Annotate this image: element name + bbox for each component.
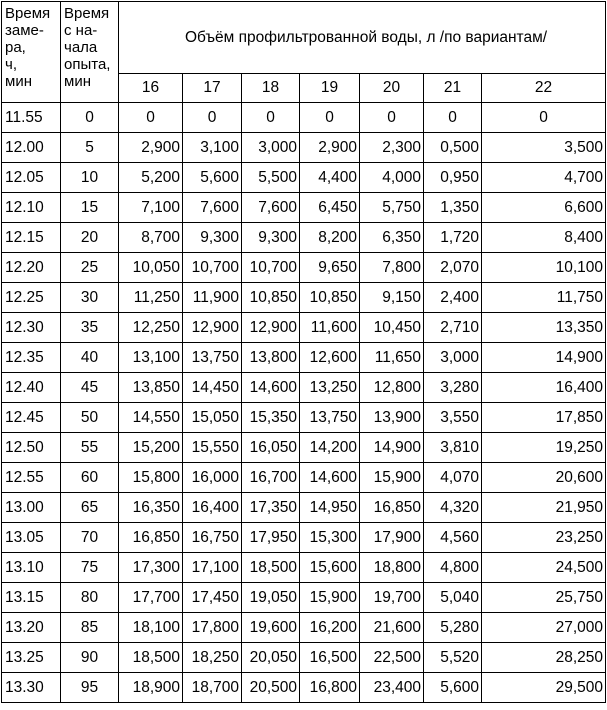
volume-cell: 16,800 — [300, 673, 360, 703]
time-cell: 13.05 — [2, 523, 61, 553]
volume-cell: 7,600 — [242, 193, 300, 223]
table-row — [2, 493, 606, 523]
elapsed-minute-cell: 10 — [61, 163, 119, 193]
time-cell: 12.50 — [2, 433, 61, 463]
volume-cell: 2,400 — [424, 283, 482, 313]
volume-cell: 16,000 — [183, 463, 242, 493]
volume-cell: 2,900 — [119, 133, 183, 163]
time-cell: 11.55 — [2, 103, 61, 133]
volume-cell: 3,550 — [424, 403, 482, 433]
table-row — [2, 643, 606, 673]
volume-cell: 16,350 — [119, 493, 183, 523]
volume-cell: 19,700 — [360, 583, 424, 613]
volume-cell: 16,850 — [360, 493, 424, 523]
volume-cell: 2,300 — [360, 133, 424, 163]
volume-cell: 13,250 — [300, 373, 360, 403]
volume-cell: 12,800 — [360, 373, 424, 403]
table-row — [2, 283, 606, 313]
volume-cell: 19,250 — [482, 433, 606, 463]
table-row — [2, 193, 606, 223]
header-volume-title: Объём профильтрованной воды, л /по вариантам/ — [119, 2, 606, 74]
time-cell: 13.10 — [2, 553, 61, 583]
volume-cell: 15,200 — [119, 433, 183, 463]
volume-cell: 5,600 — [424, 673, 482, 703]
volume-cell: 3,000 — [242, 133, 300, 163]
volume-cell: 14,550 — [119, 403, 183, 433]
elapsed-minute-cell: 95 — [61, 673, 119, 703]
header-time-of-measurement — [2, 2, 61, 103]
elapsed-minute-cell: 75 — [61, 553, 119, 583]
volume-cell: 18,700 — [183, 673, 242, 703]
elapsed-minute-cell: 20 — [61, 223, 119, 253]
elapsed-minute-cell: 50 — [61, 403, 119, 433]
volume-cell: 14,600 — [242, 373, 300, 403]
volume-cell: 14,900 — [360, 433, 424, 463]
volume-cell: 4,800 — [424, 553, 482, 583]
volume-cell: 18,100 — [119, 613, 183, 643]
volume-cell: 15,900 — [360, 463, 424, 493]
volume-cell: 15,800 — [119, 463, 183, 493]
volume-cell: 18,500 — [119, 643, 183, 673]
volume-cell: 18,250 — [183, 643, 242, 673]
volume-cell: 1,350 — [424, 193, 482, 223]
volume-cell: 16,850 — [119, 523, 183, 553]
volume-cell: 16,200 — [300, 613, 360, 643]
time-cell: 12.55 — [2, 463, 61, 493]
time-cell: 13.25 — [2, 643, 61, 673]
volume-cell: 25,750 — [482, 583, 606, 613]
volume-cell: 10,850 — [300, 283, 360, 313]
volume-cell: 14,950 — [300, 493, 360, 523]
time-cell: 12.00 — [2, 133, 61, 163]
volume-cell: 5,520 — [424, 643, 482, 673]
volume-cell: 24,500 — [482, 553, 606, 583]
volume-cell: 5,280 — [424, 613, 482, 643]
volume-cell: 21,600 — [360, 613, 424, 643]
volume-cell: 0 — [300, 103, 360, 133]
volume-cell: 11,900 — [183, 283, 242, 313]
volume-cell: 16,400 — [482, 373, 606, 403]
volume-cell: 0,950 — [424, 163, 482, 193]
volume-cell: 3,810 — [424, 433, 482, 463]
volume-cell: 11,650 — [360, 343, 424, 373]
volume-cell: 3,500 — [482, 133, 606, 163]
volume-cell: 4,070 — [424, 463, 482, 493]
table-row — [2, 163, 606, 193]
volume-cell: 15,350 — [242, 403, 300, 433]
volume-cell: 2,900 — [300, 133, 360, 163]
volume-cell: 6,350 — [360, 223, 424, 253]
volume-cell: 14,900 — [482, 343, 606, 373]
volume-cell: 5,200 — [119, 163, 183, 193]
volume-cell: 0 — [482, 103, 606, 133]
volume-cell: 10,700 — [183, 253, 242, 283]
volume-cell: 13,350 — [482, 313, 606, 343]
volume-cell: 3,280 — [424, 373, 482, 403]
volume-cell: 20,600 — [482, 463, 606, 493]
table-row — [2, 553, 606, 583]
elapsed-minute-cell: 15 — [61, 193, 119, 223]
volume-cell: 7,600 — [183, 193, 242, 223]
table-row — [2, 343, 606, 373]
elapsed-minute-cell: 70 — [61, 523, 119, 553]
time-cell: 12.20 — [2, 253, 61, 283]
table-body — [2, 2, 606, 703]
volume-cell: 17,700 — [119, 583, 183, 613]
volume-cell: 14,600 — [300, 463, 360, 493]
volume-cell: 4,000 — [360, 163, 424, 193]
header-elapsed-time — [61, 2, 119, 103]
time-cell: 13.30 — [2, 673, 61, 703]
volume-cell: 7,800 — [360, 253, 424, 283]
volume-cell: 17,450 — [183, 583, 242, 613]
volume-cell: 18,900 — [119, 673, 183, 703]
volume-cell: 3,100 — [183, 133, 242, 163]
volume-cell: 15,050 — [183, 403, 242, 433]
time-cell: 12.10 — [2, 193, 61, 223]
volume-cell: 28,250 — [482, 643, 606, 673]
volume-cell: 8,400 — [482, 223, 606, 253]
volume-cell: 11,250 — [119, 283, 183, 313]
volume-cell: 0 — [119, 103, 183, 133]
table-row — [2, 523, 606, 553]
time-cell: 13.15 — [2, 583, 61, 613]
variant-header: 22 — [482, 74, 606, 103]
variant-header: 20 — [360, 74, 424, 103]
volume-cell: 14,200 — [300, 433, 360, 463]
volume-cell: 6,450 — [300, 193, 360, 223]
volume-cell: 13,850 — [119, 373, 183, 403]
volume-cell: 15,600 — [300, 553, 360, 583]
elapsed-minute-cell: 25 — [61, 253, 119, 283]
filtration-volume-table — [1, 1, 606, 703]
volume-cell: 9,300 — [242, 223, 300, 253]
time-cell: 12.15 — [2, 223, 61, 253]
variant-header: 17 — [183, 74, 242, 103]
table-row — [2, 253, 606, 283]
volume-cell: 9,150 — [360, 283, 424, 313]
volume-cell: 5,750 — [360, 193, 424, 223]
volume-cell: 15,900 — [300, 583, 360, 613]
elapsed-minute-cell: 90 — [61, 643, 119, 673]
volume-cell: 9,300 — [183, 223, 242, 253]
volume-cell: 4,560 — [424, 523, 482, 553]
table-row — [2, 103, 606, 133]
header-row-main — [2, 2, 606, 74]
volume-cell: 10,050 — [119, 253, 183, 283]
volume-cell: 23,250 — [482, 523, 606, 553]
volume-cell: 0 — [360, 103, 424, 133]
elapsed-minute-cell: 35 — [61, 313, 119, 343]
volume-cell: 15,550 — [183, 433, 242, 463]
table-row — [2, 403, 606, 433]
variant-header: 19 — [300, 74, 360, 103]
volume-cell: 12,900 — [242, 313, 300, 343]
volume-cell: 17,350 — [242, 493, 300, 523]
table-row — [2, 583, 606, 613]
elapsed-minute-cell: 85 — [61, 613, 119, 643]
volume-cell: 1,720 — [424, 223, 482, 253]
volume-cell: 2,710 — [424, 313, 482, 343]
volume-cell: 18,800 — [360, 553, 424, 583]
volume-cell: 8,200 — [300, 223, 360, 253]
header-elapsed-line: Время — [64, 5, 110, 22]
elapsed-minute-cell: 30 — [61, 283, 119, 313]
header-elapsed-line: мин — [64, 73, 91, 90]
volume-cell: 0 — [242, 103, 300, 133]
volume-cell: 4,700 — [482, 163, 606, 193]
volume-cell: 22,500 — [360, 643, 424, 673]
volume-cell: 19,050 — [242, 583, 300, 613]
volume-cell: 4,320 — [424, 493, 482, 523]
elapsed-minute-cell: 5 — [61, 133, 119, 163]
volume-cell: 9,650 — [300, 253, 360, 283]
elapsed-minute-cell: 45 — [61, 373, 119, 403]
header-time-line: ра, — [5, 39, 26, 56]
time-cell: 12.35 — [2, 343, 61, 373]
table-row — [2, 313, 606, 343]
volume-cell: 16,400 — [183, 493, 242, 523]
volume-cell: 10,100 — [482, 253, 606, 283]
table-row — [2, 463, 606, 493]
table-row — [2, 613, 606, 643]
header-elapsed-line: чала — [64, 39, 98, 56]
volume-cell: 13,100 — [119, 343, 183, 373]
elapsed-minute-cell: 65 — [61, 493, 119, 523]
volume-cell: 17,300 — [119, 553, 183, 583]
volume-cell: 16,500 — [300, 643, 360, 673]
elapsed-minute-cell: 55 — [61, 433, 119, 463]
header-elapsed-line: опыта, — [64, 56, 111, 73]
header-time-line: мин — [5, 73, 32, 90]
volume-cell: 5,500 — [242, 163, 300, 193]
elapsed-minute-cell: 80 — [61, 583, 119, 613]
volume-cell: 4,400 — [300, 163, 360, 193]
time-cell: 12.25 — [2, 283, 61, 313]
header-elapsed-line: с на- — [64, 22, 98, 39]
volume-cell: 21,950 — [482, 493, 606, 523]
time-cell: 13.20 — [2, 613, 61, 643]
volume-cell: 17,800 — [183, 613, 242, 643]
elapsed-minute-cell: 0 — [61, 103, 119, 133]
header-time-line: Время — [5, 5, 51, 22]
volume-cell: 13,750 — [183, 343, 242, 373]
time-cell: 12.40 — [2, 373, 61, 403]
volume-cell: 12,600 — [300, 343, 360, 373]
volume-cell: 13,750 — [300, 403, 360, 433]
volume-cell: 12,900 — [183, 313, 242, 343]
volume-cell: 17,900 — [360, 523, 424, 553]
table-row — [2, 433, 606, 463]
volume-cell: 2,070 — [424, 253, 482, 283]
elapsed-minute-cell: 40 — [61, 343, 119, 373]
time-cell: 12.05 — [2, 163, 61, 193]
volume-cell: 27,000 — [482, 613, 606, 643]
volume-cell: 17,950 — [242, 523, 300, 553]
volume-cell: 13,900 — [360, 403, 424, 433]
volume-cell: 29,500 — [482, 673, 606, 703]
volume-cell: 16,700 — [242, 463, 300, 493]
volume-cell: 11,600 — [300, 313, 360, 343]
variant-header: 18 — [242, 74, 300, 103]
volume-cell: 15,300 — [300, 523, 360, 553]
volume-cell: 11,750 — [482, 283, 606, 313]
header-time-line: заме- — [5, 22, 44, 39]
volume-cell: 0 — [424, 103, 482, 133]
volume-cell: 10,450 — [360, 313, 424, 343]
volume-cell: 19,600 — [242, 613, 300, 643]
volume-cell: 14,450 — [183, 373, 242, 403]
volume-cell: 20,500 — [242, 673, 300, 703]
elapsed-minute-cell: 60 — [61, 463, 119, 493]
volume-cell: 7,100 — [119, 193, 183, 223]
volume-cell: 10,700 — [242, 253, 300, 283]
volume-cell: 6,600 — [482, 193, 606, 223]
time-cell: 13.00 — [2, 493, 61, 523]
volume-cell: 0 — [183, 103, 242, 133]
volume-cell: 0,500 — [424, 133, 482, 163]
header-time-line: ч, — [5, 56, 17, 73]
volume-cell: 16,050 — [242, 433, 300, 463]
volume-cell: 20,050 — [242, 643, 300, 673]
volume-cell: 23,400 — [360, 673, 424, 703]
volume-cell: 5,600 — [183, 163, 242, 193]
volume-cell: 17,100 — [183, 553, 242, 583]
volume-cell: 13,800 — [242, 343, 300, 373]
time-cell: 12.30 — [2, 313, 61, 343]
volume-cell: 8,700 — [119, 223, 183, 253]
variant-header: 21 — [424, 74, 482, 103]
volume-cell: 12,250 — [119, 313, 183, 343]
variant-header: 16 — [119, 74, 183, 103]
volume-cell: 10,850 — [242, 283, 300, 313]
volume-cell: 16,750 — [183, 523, 242, 553]
time-cell: 12.45 — [2, 403, 61, 433]
volume-cell: 5,040 — [424, 583, 482, 613]
table-row — [2, 373, 606, 403]
volume-cell: 3,000 — [424, 343, 482, 373]
table-row — [2, 223, 606, 253]
table-row — [2, 133, 606, 163]
table-row — [2, 673, 606, 703]
volume-cell: 17,850 — [482, 403, 606, 433]
volume-cell: 18,500 — [242, 553, 300, 583]
